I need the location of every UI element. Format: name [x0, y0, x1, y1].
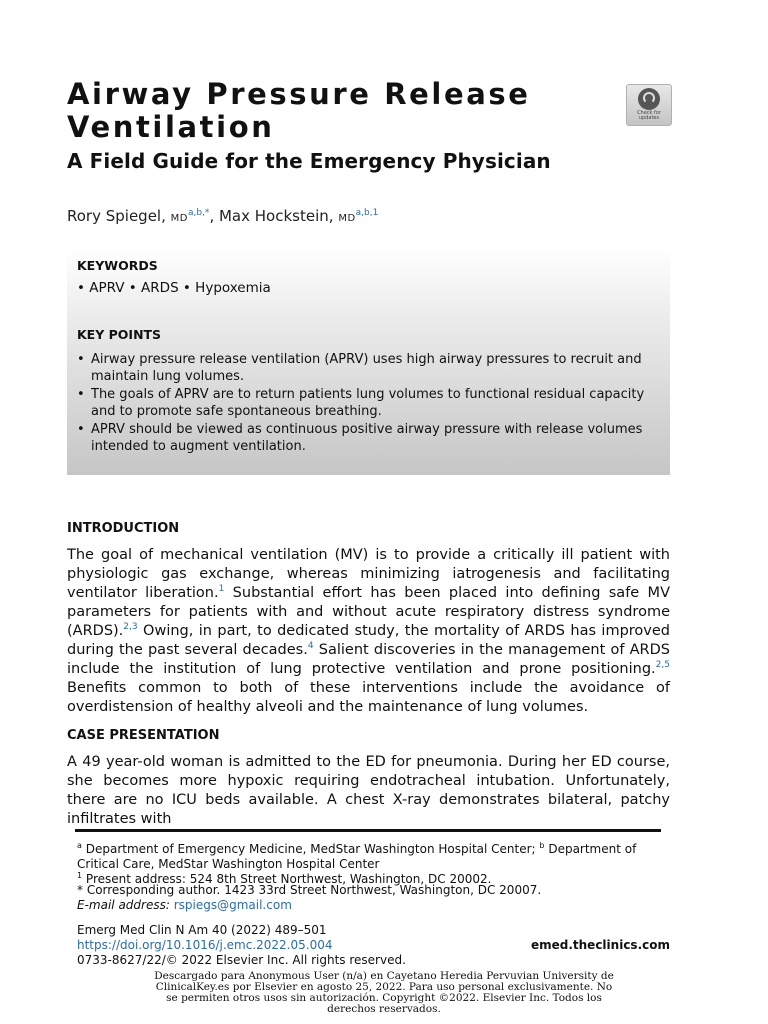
- article-title: Airway Pressure Release Ventilation: [67, 77, 531, 144]
- copyright-line: 0733-8627/22/© 2022 Elsevier Inc. All rights reserved.: [77, 953, 406, 967]
- journal-citation: Emerg Med Clin N Am 40 (2022) 489–501: [77, 923, 327, 937]
- email-footnote: E-mail address: rspiegs@gmail.com: [77, 898, 292, 912]
- download-notice: Descargado para Anonymous User (n/a) en Cayetano Heredia Pervuvian University de ClinicalKey.es por Elsevier en agosto 25, 2022. Para uso personal exclusivamente. No se permiten otros usos sin autorización. Copyright ©2022. Elsevier Inc. Todos los derechos reservados.: [154, 970, 614, 1015]
- reference-link[interactable]: 3: [131, 622, 138, 633]
- author-affiliation-marks[interactable]: a,b,*: [187, 208, 210, 218]
- key-point-item: • Airway pressure release ventilation (APRV) uses high airway pressures to recruit and maintain lung volumes.: [77, 352, 652, 385]
- check-for-updates-icon: [638, 88, 660, 110]
- author-name: Rory Spiegel,: [67, 207, 166, 225]
- key-point-item: • The goals of APRV are to return patients lung volumes to functional residual capacity and to promote safe spontaneous breathing.: [77, 387, 652, 420]
- author-degree: MD: [338, 213, 356, 224]
- email-link[interactable]: rspiegs@gmail.com: [173, 898, 292, 912]
- check-for-updates-badge[interactable]: [626, 84, 672, 126]
- doi-link[interactable]: https://doi.org/10.1016/j.emc.2022.05.004: [77, 938, 333, 952]
- key-points-heading: KEY POINTS: [77, 327, 162, 342]
- keywords-heading: KEYWORDS: [77, 258, 158, 273]
- journal-site-link[interactable]: emed.theclinics.com: [530, 938, 670, 952]
- introduction-paragraph: The goal of mechanical ventilation (MV) is to provide a critically ill patient with physiologic gas exchange, whereas minimizing iatrogenesis and facilitating ventilator liberation.$^1$ Substantial effort has been placed into defining safe MV parameters for patients with and without acute respiratory distress syndrome (ARDS).$^{2,3}$ Owing, in part, to dedicated study, the mortality of ARDS has improved during the past several decades.$^4$ Salient discoveries in the management of ARDS include the institution of lung protective ventilation and prone positioning.$^{2,5}$ Benefits common to both of these interventions include the avoidance of overdistension of healthy alveoli and the maintenance of lung volumes.: [67, 547, 670, 715]
- keywords-list: • APRV • ARDS • Hypoxemia: [77, 280, 271, 296]
- author-degree: MD: [170, 213, 188, 224]
- footnote-divider: [75, 829, 661, 832]
- key-point-item: • APRV should be viewed as continuous positive airway pressure with release volumes intended to augment ventilation.: [77, 422, 652, 455]
- key-points-list: [77, 352, 652, 457]
- affiliation-footnote: $^a$ Department of Emergency Medicine, MedStar Washington Hospital Center; $^b$ Department of Critical Care, MedStar Washington Hospital Center: [77, 841, 637, 871]
- present-address-footnote: $^1$ Present address: 524 8th Street Northwest, Washington, DC 20002.: [77, 871, 492, 886]
- reference-link[interactable]: 2: [655, 660, 662, 671]
- case-presentation-heading: CASE PRESENTATION: [67, 728, 220, 743]
- reference-link[interactable]: 5: [664, 660, 670, 671]
- author-name: Max Hockstein,: [218, 207, 334, 225]
- reference-link[interactable]: 4: [307, 641, 314, 652]
- article-subtitle: A Field Guide for the Emergency Physician: [67, 149, 551, 173]
- reference-link[interactable]: 2: [123, 622, 130, 633]
- keywords-keypoints-box: [67, 248, 670, 475]
- corresponding-author-footnote: * Corresponding author. 1423 33rd Street Northwest, Washington, DC 20007.: [77, 883, 542, 897]
- badge-label: Check for updates: [637, 110, 661, 121]
- introduction-heading: INTRODUCTION: [67, 521, 180, 536]
- reference-link[interactable]: 1: [218, 584, 225, 595]
- case-presentation-paragraph: A 49 year-old woman is admitted to the ED for pneumonia. During her ED course, she becomes more hypoxic requiring endotracheal intubation. Unfortunately, there are no ICU beds available. A chest X-ray demonstrates bilateral, patchy infiltrates with: [67, 754, 670, 827]
- author-affiliation-marks[interactable]: a,b,1: [355, 208, 379, 218]
- author-line: Rory Spiegel, $MD^{a,b,*}$, Max Hockstein, MD$^{a,b,1}$: [67, 207, 379, 225]
